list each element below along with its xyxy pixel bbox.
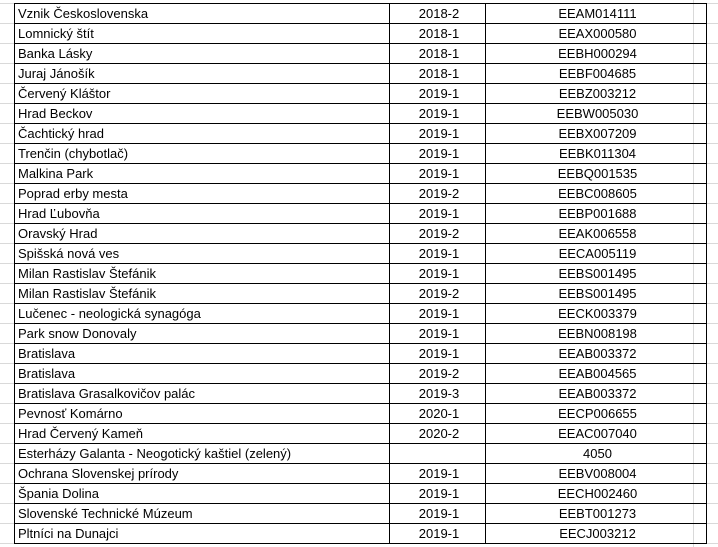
cell-name[interactable]: Hrad Beckov <box>15 104 390 124</box>
cell-year[interactable]: 2019-1 <box>390 504 486 524</box>
cell-name[interactable]: Vznik Československa <box>15 4 390 24</box>
cell-code[interactable]: EEBF004685 <box>486 64 707 84</box>
cell-name[interactable]: Juraj Jánošík <box>15 64 390 84</box>
cell-code[interactable]: EECA005119 <box>486 244 707 264</box>
table-row <box>15 224 707 244</box>
table-row <box>15 404 707 424</box>
table-row <box>15 304 707 324</box>
cell-year[interactable]: 2018-2 <box>390 4 486 24</box>
cell-year[interactable]: 2019-1 <box>390 344 486 364</box>
table-row <box>15 144 707 164</box>
table-row <box>15 524 707 544</box>
cell-year[interactable]: 2018-1 <box>390 44 486 64</box>
table-row <box>15 164 707 184</box>
cell-year[interactable]: 2019-1 <box>390 164 486 184</box>
cell-year[interactable] <box>390 444 486 464</box>
cell-code[interactable]: EEAB003372 <box>486 344 707 364</box>
cell-name[interactable]: Milan Rastislav Štefánik <box>15 284 390 304</box>
cell-code[interactable]: EEBC008605 <box>486 184 707 204</box>
cell-code[interactable]: EEBQ001535 <box>486 164 707 184</box>
table-row <box>15 44 707 64</box>
table-body <box>15 4 707 544</box>
cell-code[interactable]: EEAX000580 <box>486 24 707 44</box>
cell-year[interactable]: 2019-1 <box>390 204 486 224</box>
cell-name[interactable]: Čachtický hrad <box>15 124 390 144</box>
cell-year[interactable]: 2019-2 <box>390 364 486 384</box>
cell-code[interactable]: EEBZ003212 <box>486 84 707 104</box>
cell-code[interactable]: EEAK006558 <box>486 224 707 244</box>
empty-column-left <box>0 0 14 547</box>
cell-year[interactable]: 2018-1 <box>390 64 486 84</box>
cell-name[interactable]: Pevnosť Komárno <box>15 404 390 424</box>
cell-year[interactable]: 2020-2 <box>390 424 486 444</box>
table-row <box>15 104 707 124</box>
cell-code[interactable]: EEBH000294 <box>486 44 707 64</box>
table-row <box>15 384 707 404</box>
cell-code[interactable]: EEAB003372 <box>486 384 707 404</box>
cell-year[interactable]: 2019-2 <box>390 224 486 244</box>
table-row <box>15 64 707 84</box>
table-row <box>15 424 707 444</box>
cell-code[interactable]: EECH002460 <box>486 484 707 504</box>
cell-year[interactable]: 2019-2 <box>390 284 486 304</box>
cell-name[interactable]: Červený Kláštor <box>15 84 390 104</box>
cell-name[interactable]: Špania Dolina <box>15 484 390 504</box>
cell-year[interactable]: 2019-1 <box>390 84 486 104</box>
table-row <box>15 184 707 204</box>
cell-name[interactable]: Banka Lásky <box>15 44 390 64</box>
cell-code[interactable]: 4050 <box>486 444 707 464</box>
cell-year[interactable]: 2019-1 <box>390 464 486 484</box>
cell-name[interactable]: Ochrana Slovenskej prírody <box>15 464 390 484</box>
cell-name[interactable]: Milan Rastislav Štefánik <box>15 264 390 284</box>
table-row <box>15 24 707 44</box>
cell-name[interactable]: Hrad Ľubovňa <box>15 204 390 224</box>
data-table <box>14 3 707 544</box>
cell-year[interactable]: 2019-3 <box>390 384 486 404</box>
cell-year[interactable]: 2018-1 <box>390 24 486 44</box>
cell-year[interactable]: 2019-1 <box>390 264 486 284</box>
cell-code[interactable]: EEBS001495 <box>486 284 707 304</box>
table-row <box>15 344 707 364</box>
table-row <box>15 444 707 464</box>
table-row <box>15 204 707 224</box>
cell-year[interactable]: 2019-1 <box>390 144 486 164</box>
cell-code[interactable]: EECK003379 <box>486 304 707 324</box>
table-row <box>15 124 707 144</box>
table-row <box>15 284 707 304</box>
table-row <box>15 504 707 524</box>
table-row <box>15 4 707 24</box>
cell-name[interactable]: Poprad erby mesta <box>15 184 390 204</box>
cell-name[interactable]: Park snow Donovaly <box>15 324 390 344</box>
cell-name[interactable]: Lomnický štít <box>15 24 390 44</box>
table-row <box>15 264 707 284</box>
cell-code[interactable]: EEBS001495 <box>486 264 707 284</box>
cell-code[interactable]: EEBX007209 <box>486 124 707 144</box>
cell-code[interactable]: EEBV008004 <box>486 464 707 484</box>
cell-year[interactable]: 2020-1 <box>390 404 486 424</box>
table-row <box>15 244 707 264</box>
cell-code[interactable]: EEBK011304 <box>486 144 707 164</box>
cell-year[interactable]: 2019-1 <box>390 104 486 124</box>
cell-code[interactable]: EEAB004565 <box>486 364 707 384</box>
cell-code[interactable]: EEBN008198 <box>486 324 707 344</box>
table-row <box>15 84 707 104</box>
table-row <box>15 364 707 384</box>
cell-code[interactable]: EECP006655 <box>486 404 707 424</box>
cell-code[interactable]: EEBT001273 <box>486 504 707 524</box>
cell-name[interactable]: Malkina Park <box>15 164 390 184</box>
table-row <box>15 324 707 344</box>
cell-name[interactable]: Bratislava Grasalkovičov palác <box>15 384 390 404</box>
cell-name[interactable]: Pltníci na Dunajci <box>15 524 390 544</box>
cell-year[interactable]: 2019-1 <box>390 124 486 144</box>
cell-year[interactable]: 2019-1 <box>390 304 486 324</box>
cell-year[interactable]: 2019-1 <box>390 524 486 544</box>
cell-code[interactable]: EECJ003212 <box>486 524 707 544</box>
cell-year[interactable]: 2019-1 <box>390 484 486 504</box>
cell-code[interactable]: EEBW005030 <box>486 104 707 124</box>
cell-name[interactable]: Spišská nová ves <box>15 244 390 264</box>
cell-name[interactable]: Lučenec - neologická synagóga <box>15 304 390 324</box>
table-row <box>15 464 707 484</box>
cell-year[interactable]: 2019-2 <box>390 184 486 204</box>
cell-code[interactable]: EEAM014111 <box>486 4 707 24</box>
cell-name[interactable]: Trenčin (chybotlač) <box>15 144 390 164</box>
cell-name[interactable]: Slovenské Technické Múzeum <box>15 504 390 524</box>
cell-name[interactable]: Bratislava <box>15 364 390 384</box>
cell-name[interactable]: Bratislava <box>15 344 390 364</box>
cell-name[interactable]: Esterházy Galanta - Neogotický kaštiel (zelený) <box>15 444 390 464</box>
cell-name[interactable]: Hrad Červený Kameň <box>15 424 390 444</box>
cell-year[interactable]: 2019-1 <box>390 244 486 264</box>
table-row <box>15 484 707 504</box>
cell-name[interactable]: Oravský Hrad <box>15 224 390 244</box>
cell-year[interactable]: 2019-1 <box>390 324 486 344</box>
cell-code[interactable]: EEAC007040 <box>486 424 707 444</box>
cell-code[interactable]: EEBP001688 <box>486 204 707 224</box>
